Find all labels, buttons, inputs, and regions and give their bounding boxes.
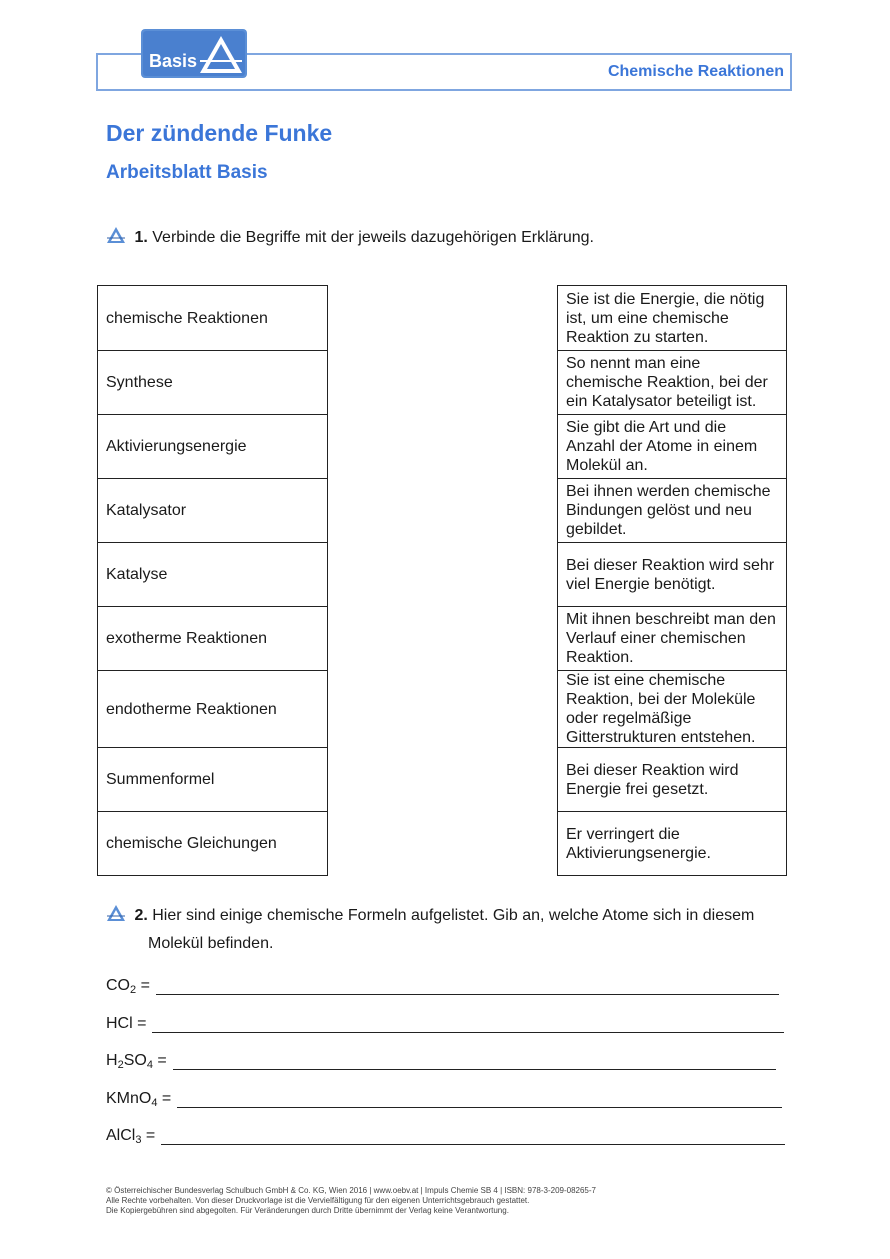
explanation-cell[interactable]: Er verringert die Aktivierungsenergie.	[558, 811, 786, 875]
task-2-number: 2.	[134, 907, 148, 924]
term-cell[interactable]: Katalyse	[98, 542, 327, 606]
task-2	[106, 902, 754, 958]
term-cell[interactable]: Summenformel	[98, 747, 327, 811]
term-cell[interactable]: endotherme Reaktionen	[98, 670, 327, 747]
formula-row-kmno4	[106, 1090, 782, 1108]
formula-label: HCl =	[106, 1015, 147, 1032]
page-subtitle: Arbeitsblatt Basis	[106, 162, 268, 183]
formula-row-hcl	[106, 1015, 784, 1033]
task-2-instruction-line2: Molekül befinden.	[148, 935, 274, 952]
explanation-cell[interactable]: Sie ist eine chemische Reaktion, bei der Moleküle oder regelmäßige Gitterstrukturen entstehen.	[558, 670, 786, 747]
header-section-title: Chemische Reaktionen	[607, 63, 784, 80]
footer-copyright: © Österreichischer Bundesverlag Schulbuch GmbH & Co. KG, Wien 2016 | www.oebv.at | Impuls Chemie SB 4 | ISBN: 978-3-209-08265-7	[106, 1186, 596, 1195]
logo-text: Basis	[149, 51, 198, 71]
footer-rights: Alle Rechte vorbehalten. Von dieser Druckvorlage ist die Vervielfältigung für den eigenen Unterrichtsgebrauch gestattet.	[106, 1196, 530, 1205]
explanation-cell[interactable]: Bei ihnen werden chemische Bindungen gelöst und neu gebildet.	[558, 478, 786, 542]
page-title: Der zündende Funke	[106, 120, 333, 146]
explanation-cell[interactable]: Sie ist die Energie, die nötig ist, um eine chemische Reaktion zu starten.	[566, 290, 765, 346]
answer-line[interactable]	[161, 1130, 785, 1145]
footer-fees: Die Kopiergebühren sind abgegolten. Für Veränderungen durch Dritte übernimmt der Verlag keine Verantwortung.	[106, 1206, 509, 1215]
formula-label: $H_2SO_4$ =	[106, 1052, 167, 1071]
formula-label: KMnO$_4$ =	[106, 1090, 172, 1109]
term-cell[interactable]: Katalysator	[98, 478, 327, 542]
difficulty-triangle-icon	[106, 904, 126, 922]
terms-column	[97, 285, 328, 876]
explanation-cell[interactable]: Mit ihnen beschreibt man den Verlauf einer chemischen Reaktion.	[558, 606, 786, 670]
term-cell[interactable]: chemische Reaktionen	[106, 309, 268, 327]
formula-label: AlCl$_3$ =	[106, 1127, 156, 1146]
task-1-instruction: Verbinde die Begriffe mit der jeweils dazugehörigen Erklärung.	[152, 229, 594, 246]
term-cell[interactable]: Synthese	[98, 350, 327, 414]
explanation-cell[interactable]: Bei dieser Reaktion wird Energie frei gesetzt.	[558, 747, 786, 811]
formula-row-h2so4	[106, 1052, 776, 1070]
task-1-number: 1.	[134, 229, 148, 246]
term-cell[interactable]: chemische Gleichungen	[98, 811, 327, 875]
formula-row-alcl3	[106, 1127, 785, 1145]
term-cell[interactable]: exotherme Reaktionen	[98, 606, 327, 670]
formula-label: $CO_2$ =	[106, 977, 150, 996]
basis-logo	[141, 29, 247, 78]
task-2-instruction-line1: Hier sind einige chemische Formeln aufgelistet. Gib an, welche Atome sich in diesem	[152, 907, 755, 924]
term-cell[interactable]: Aktivierungsenergie	[98, 414, 327, 478]
answer-line[interactable]	[177, 1093, 782, 1108]
explanation-cell[interactable]: Sie gibt die Art und die Anzahl der Atome in einem Molekül an.	[558, 414, 786, 478]
explanation-cell[interactable]: Bei dieser Reaktion wird sehr viel Energie benötigt.	[558, 542, 786, 606]
answer-line[interactable]	[173, 1055, 776, 1070]
difficulty-triangle-icon	[106, 226, 126, 244]
answer-line[interactable]	[152, 1018, 784, 1033]
footer	[106, 1186, 596, 1216]
task-1	[106, 224, 594, 252]
formula-row-co2	[106, 977, 779, 995]
answer-line[interactable]	[156, 980, 779, 995]
explanation-cell[interactable]: So nennt man eine chemische Reaktion, bei der ein Katalysator beteiligt ist.	[558, 350, 786, 414]
explanations-column	[557, 285, 787, 876]
